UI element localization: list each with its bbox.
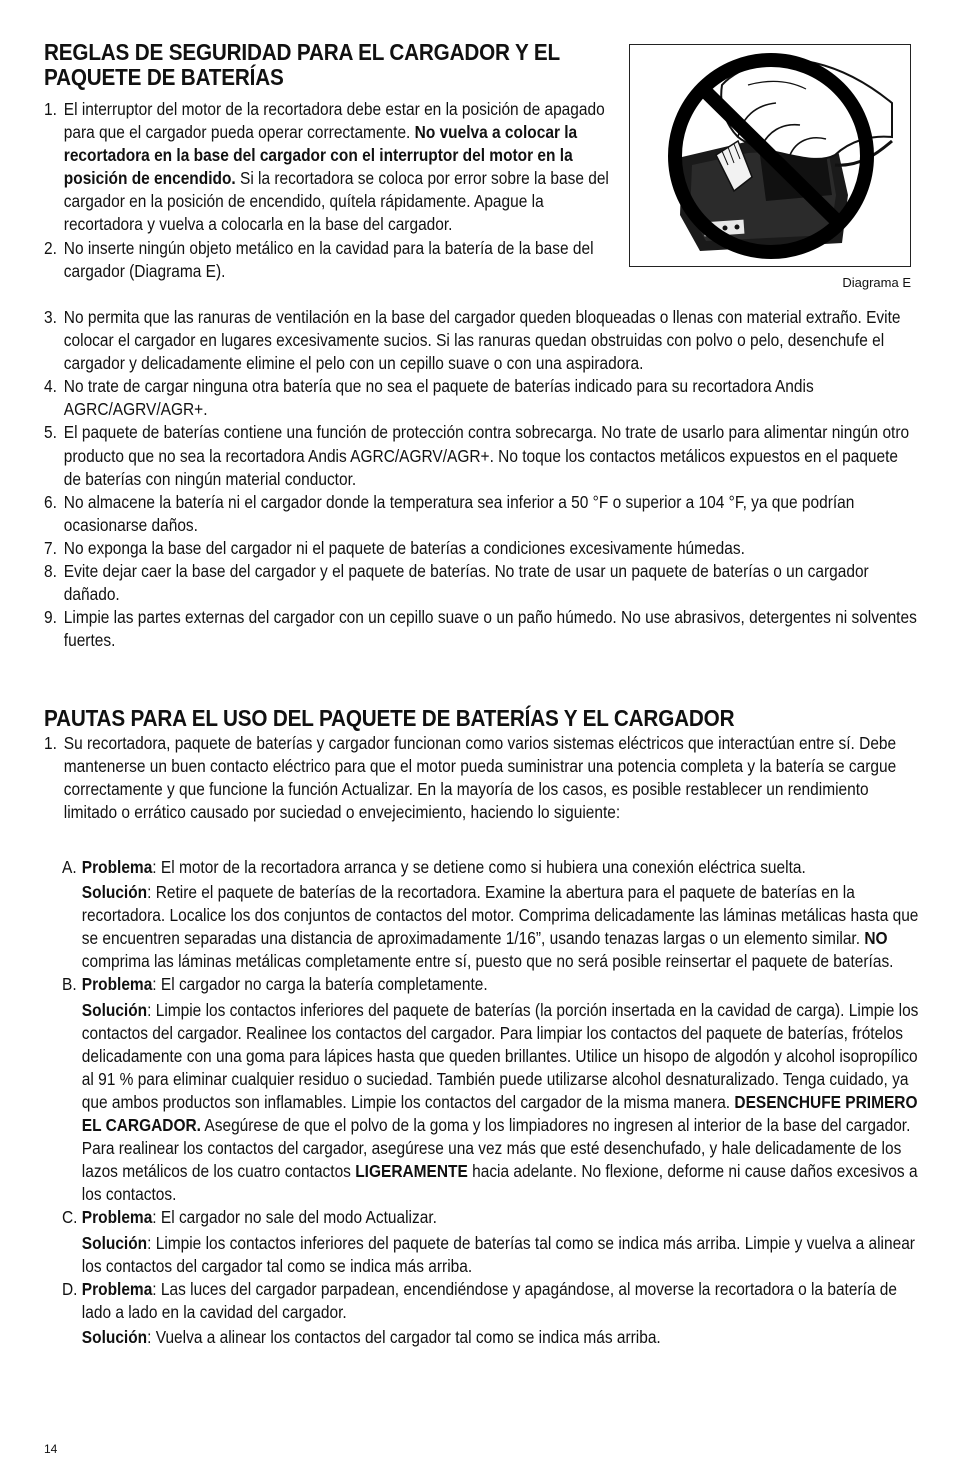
solution-warning: DESENCHUFE PRIMERO EL CARGADOR. [81,1091,918,1136]
item-letter: A. [62,857,77,877]
solution-warning: LIGERAMENTE [355,1161,468,1182]
diagram-e [629,44,911,267]
problem-text: : El cargador no carga la batería completamente. [152,974,488,995]
list-item [44,491,917,537]
item-number: 3. [44,307,57,327]
item-text: No trate de cargar ninguna otra batería que no sea el paquete de baterías indicado para su recortadora Andis AGRC/AGRV/AGR+. [63,376,814,420]
item-text: No exponga la base del cargador ni el paquete de baterías a condiciones excesivamente húmedas. [63,537,745,558]
item-number: 6. [44,491,57,512]
troubleshooting-item [62,973,919,1206]
item-text: El interruptor del motor de la recortadora debe estar en la posición de apagado para que el cargador pueda operar correctamente. [63,99,605,143]
troubleshooting-item [62,1206,919,1277]
solution-text: : Retire el paquete de baterías de la recortadora. Examine la abertura para el paquete de baterías en la recortadora. Localice los dos conjuntos de contactos del motor. Comprima delicadamente las láminas metálicas hasta que se encuentren separadas una distancia de aproximadamente 1/16”, usando tenazas largas o un elemento similar. [81,882,919,949]
list-item [44,375,917,421]
solution-text: : Limpie los contactos inferiores del paquete de baterías (la porción insertada en la cavidad de carga). Limpie los contactos del cargador. Realinee los contactos del cargador. Para limpiar los contactos del paquete de baterías, frótelos delicadamente con una goma para lápices hasta que queden brillantes. Utilice un hisopo de algodón y alcohol isopropílico al 91 % para eliminar cualquier residuo o suciedad. También puede utilizarse alcohol desnaturalizado. Tenga cuidado, ya que ambos productos son inflamables. Limpie los contactos del cargador de la misma manera. [81,999,919,1112]
problem-label: Problema [81,974,153,995]
item-text: No inserte ningún objeto metálico en la cavidad para la batería de la base del cargador (Diagrama E). [63,237,594,281]
solution [82,999,919,1207]
problem-label: Problema [81,857,153,877]
problem-text: : Las luces del cargador parpadean, encendiéndose y apagándose, al moverse la recortadora o la batería de lado a lado en la cavidad del cargador. [81,1278,898,1322]
solution-text: : Limpie los contactos inferiores del paquete de baterías tal como se indica más arriba. Limpie y vuelva a alinear los contactos del cargador tal como se indica más arriba. [81,1232,915,1276]
solution-label: Solución [81,1232,148,1253]
usage-guidelines-title: PAUTAS PARA EL USO DEL PAQUETE DE BATERÍAS Y EL CARGADOR [44,705,735,731]
problem-text: : El cargador no sale del modo Actualizar. [152,1207,437,1228]
solution-text: comprima las láminas metálicas completamente entre sí, puesto que no será posible reinsertar el paquete de baterías. [81,951,894,972]
item-number: 5. [44,422,57,443]
item-number: 2. [44,237,57,258]
item-letter: B. [62,974,77,995]
list-item [44,560,917,606]
item-number: 9. [44,607,57,628]
solution-text: : Vuelva a alinear los contactos del cargador tal como se indica más arriba. [147,1326,661,1347]
item-text: Si la recortadora se coloca por error sobre la base del cargador en la posición de encendido, quítela rápidamente. Apague la recortadora y vuelva a colocarla en la base del cargador. [63,168,609,235]
list-item [44,606,917,652]
solution-warning: NO [864,928,888,949]
safety-rules-title: REGLAS DE SEGURIDAD PARA EL CARGADOR Y EL PAQUETE DE BATERÍAS [44,39,560,90]
item-letter: D. [62,1278,78,1299]
safety-rules-list-bottom [44,306,917,652]
solution-text: hacia adelante. No flexione, deforme ni cause daños excesivos a los contactos. [81,1161,918,1205]
item-text: Su recortadora, paquete de baterías y cargador funcionan como varios sistemas eléctricos que interactúan entre sí. Debe mantenerse un buen contacto eléctrico para que el motor pueda suministrar una potencia completa y la batería se cargue correctamente y que funcione la función Actualizar. En la mayoría de los casos, es posible restablecer un rendimiento limitado o errático causado por suciedad o envejecimiento, haciendo lo siguiente: [63,733,897,823]
item-text: El paquete de baterías contiene una función de protección contra sobrecarga. No trate de usarlo para alimentar ningún otro producto que no sea la recortadora Andis AGRC/AGRV/AGR+. No toque los contactos metálicos expuestos en el paquete de baterías con ningún material conductor. [63,422,910,489]
diagram-caption: Diagrama E [842,275,911,290]
problem-text: : El motor de la recortadora arranca y se detiene como si hubiera una conexión eléctrica suelta. [152,857,806,877]
item-number: 7. [44,537,57,558]
problem-label: Problema [81,1278,153,1299]
item-text: Limpie las partes externas del cargador con un cepillo suave o un paño húmedo. No use abrasivos, detergentes ni solventes fuertes. [63,607,917,651]
item-number: 8. [44,561,57,582]
troubleshooting-item [62,856,919,973]
solution [82,1326,919,1349]
item-warning: No vuelva a colocar la recortadora en la base del cargador con el interruptor del motor en la posición de encendido. [63,122,578,189]
solution [82,881,919,973]
problem-label: Problema [81,1207,153,1228]
item-letter: C. [62,1207,78,1228]
list-item [44,732,917,824]
page-number: 14 [44,1442,58,1456]
item-number: 1. [44,733,57,753]
item-text: Evite dejar caer la base del cargador y el paquete de baterías. No trate de usar un paquete de baterías o un cargador dañado. [63,561,869,605]
solution [82,1232,919,1278]
solution-label: Solución [81,1326,148,1347]
solution-label: Solución [81,999,148,1020]
list-item [44,421,917,490]
list-item [44,306,917,375]
usage-intro [44,732,917,824]
safety-rules-list-top [44,98,620,283]
troubleshooting-item [62,1278,919,1349]
solution-text: Asegúrese de que el polvo de la goma y los limpiadores no ingresen al interior de la base del cargador. Para realinear los contactos del cargador, asegúrese una vez más que esté desenchufado, y hale delicadamente de los lazos metálicos de los cuatro contactos [81,1115,911,1182]
troubleshooting-list [62,856,919,1349]
prohibited-metal-object-in-charger-icon [630,45,911,267]
list-item [44,98,620,237]
item-number: 1. [44,99,57,119]
item-number: 4. [44,376,57,397]
item-text: No almacene la batería ni el cargador donde la temperatura sea inferior a 50 °F o superior a 104 °F, ya que podrían ocasionarse daños. [63,491,855,535]
item-text: No permita que las ranuras de ventilación en la base del cargador queden bloqueadas o llenas con material extraño. Evite colocar el cargador en lugares excesivamente sucios. Si las ranuras quedan obstruidas con polvo o pelo, desenchufe el cargador y delicadamente elimine el pelo con un cepillo suave o con una aspiradora. [63,307,901,374]
solution-label: Solución [81,882,148,903]
list-item [44,237,620,283]
list-item [44,537,917,560]
